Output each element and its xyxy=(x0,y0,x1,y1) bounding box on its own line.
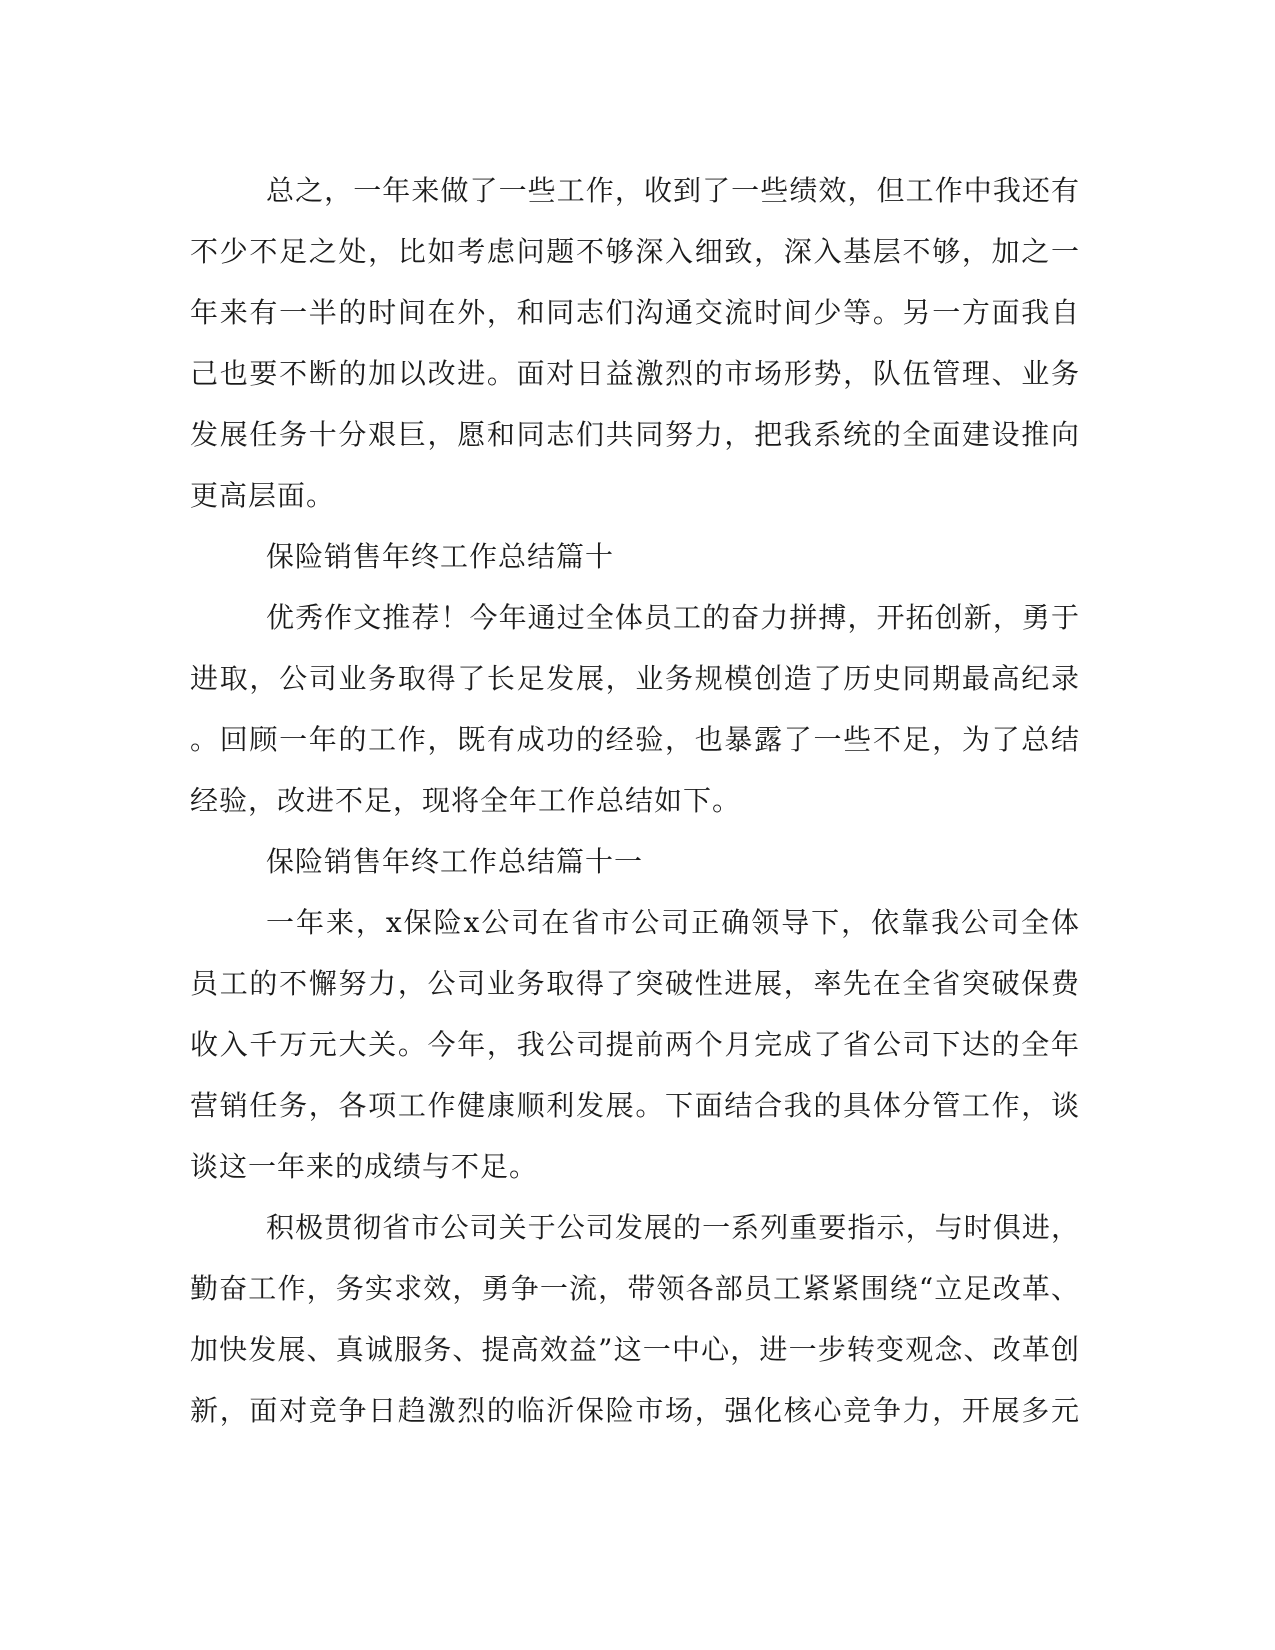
text-line: 优秀作文推荐！今年通过全体员工的奋力拼搏，开拓创新，勇于 xyxy=(266,601,1080,634)
text-line: 己也要不断的加以改进。面对日益激烈的市场形势，队伍管理、业务 xyxy=(190,357,1080,390)
text-line: 发展任务十分艰巨，愿和同志们共同努力，把我系统的全面建设推向 xyxy=(190,418,1080,451)
text-line: 保险销售年终工作总结篇十一 xyxy=(266,845,644,878)
text-line: 员工的不懈努力，公司业务取得了突破性进展，率先在全省突破保费 xyxy=(190,967,1080,1000)
text-line: 加快发展、真诚服务、提高效益”这一中心，进一步转变观念、改革创 xyxy=(190,1333,1080,1366)
text-line: 营销任务，各项工作健康顺利发展。下面结合我的具体分管工作，谈 xyxy=(190,1089,1080,1122)
text-line: 年来有一半的时间在外，和同志们沟通交流时间少等。另一方面我自 xyxy=(190,296,1080,329)
text-line: 更高层面。 xyxy=(190,479,336,512)
text-line: 。回顾一年的工作，既有成功的经验，也暴露了一些不足，为了总结 xyxy=(190,723,1080,756)
text-line: 谈这一年来的成绩与不足。 xyxy=(190,1150,539,1183)
text-line: 总之，一年来做了一些工作，收到了一些绩效，但工作中我还有 xyxy=(266,174,1080,207)
text-line: 进取，公司业务取得了长足发展，业务规模创造了历史同期最高纪录 xyxy=(190,662,1080,695)
text-line: 新，面对竞争日趋激烈的临沂保险市场，强化核心竞争力，开展多元 xyxy=(190,1394,1080,1427)
text-line: 不少不足之处，比如考虑问题不够深入细致，深入基层不够，加之一 xyxy=(190,235,1080,268)
text-line: 一年来，x保险x公司在省市公司正确领导下，依靠我公司全体 xyxy=(266,906,1080,939)
text-line: 经验，改进不足，现将全年工作总结如下。 xyxy=(190,784,742,817)
text-line: 勤奋工作，务实求效，勇争一流，带领各部员工紧紧围绕“立足改革、 xyxy=(190,1272,1080,1305)
text-line: 收入千万元大关。今年，我公司提前两个月完成了省公司下达的全年 xyxy=(190,1028,1080,1061)
text-line: 保险销售年终工作总结篇十 xyxy=(266,540,615,573)
document-body xyxy=(190,160,1080,1441)
text-line: 积极贯彻省市公司关于公司发展的一系列重要指示，与时俱进， xyxy=(266,1211,1080,1244)
